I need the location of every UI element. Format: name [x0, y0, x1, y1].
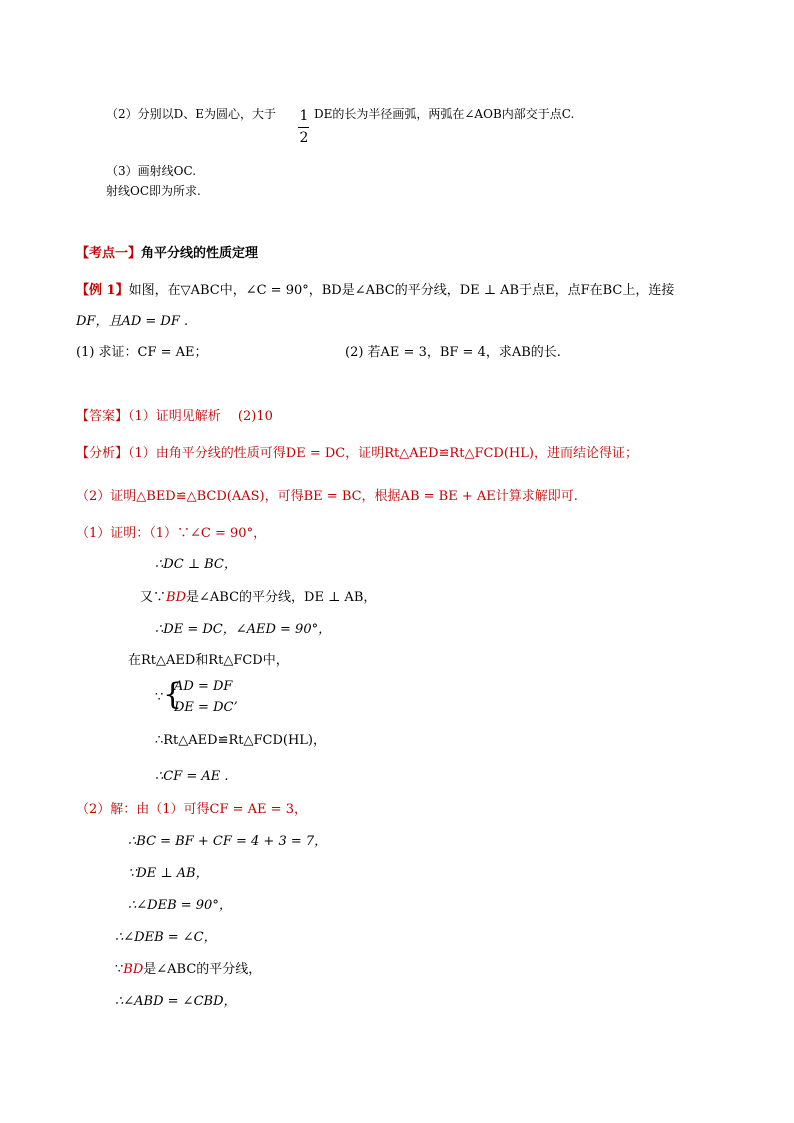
- step-2-text-cont: DE的长为半径画弧，两弧在∠AOB内部交于点C.: [314, 107, 575, 121]
- solution-line-1: （2）解：由（1）可得CF = AE = 3，: [76, 802, 307, 817]
- solution-line-7: ∴∠ABD = ∠CBD，: [115, 994, 237, 1009]
- step-3-text: （3）画射线OC.: [106, 164, 197, 178]
- example-label: 【例 1】: [76, 283, 129, 298]
- example-line-2: DF，且AD = DF .: [76, 314, 189, 329]
- proof-line-8: ∴CF = AE .: [155, 769, 229, 784]
- proof-bisector: 是∠ABC的平分线，DE ⊥ AB，: [186, 590, 377, 605]
- fraction-numerator: 1: [299, 108, 309, 124]
- question-2: (2) 若AE = 3，BF = 4，求AB的长.: [345, 345, 561, 360]
- solution-line-2: ∴BC = BF + CF = 4 + 3 = 7，: [128, 834, 328, 849]
- answer-text: （1）证明见解析 (2)10: [128, 409, 273, 424]
- solution-line-3: ∵DE ⊥ AB，: [128, 866, 209, 881]
- example-text: 如图，在▽ABC中，∠C = 90°，BD是∠ABC的平分线，DE ⊥ AB于点E，点F在BC上，连接: [128, 283, 675, 298]
- keypoint-bracket: 【考点一】: [76, 246, 142, 261]
- fraction-denominator: 2: [299, 130, 309, 146]
- step-conclusion: 射线OC即为所求.: [106, 184, 201, 198]
- system-brace: {: [163, 677, 183, 712]
- proof-line-1: （1）证明：（1）∵∠C = 90°，: [76, 526, 267, 541]
- keypoint-title: 角平分线的性质定理: [141, 246, 259, 261]
- answer-line: [76, 408, 273, 426]
- solution-line-4: ∴∠DEB = 90°，: [128, 898, 232, 913]
- proof-line-2: ∴DC ⊥ BC，: [155, 557, 237, 572]
- proof-line-3: [140, 589, 376, 607]
- system-line-2: DE = DC’: [174, 700, 238, 715]
- example-line-1: [76, 282, 674, 300]
- analysis-label: 【分析】: [76, 446, 129, 461]
- proof-bd: BD: [166, 590, 186, 605]
- system-line-1: AD = DF: [174, 679, 233, 694]
- question-1: (1) 求证：CF = AE；: [76, 345, 208, 360]
- keypoint-heading: [76, 245, 258, 263]
- solution-line-6: [115, 961, 261, 979]
- analysis-line-1: [76, 445, 638, 463]
- solution-bisector: 是∠ABC的平分线，: [143, 962, 262, 977]
- solution-line-5: ∴∠DEB = ∠C，: [115, 930, 217, 945]
- proof-system-therefore: ∵: [155, 690, 164, 705]
- analysis-text-1: （1）由角平分线的性质可得DE = DC，证明Rt△AED≌Rt△FCD(HL)，进而结论得证；: [128, 446, 638, 461]
- solution-bd: BD: [123, 962, 144, 977]
- answer-label: 【答案】: [76, 409, 129, 424]
- fraction-bar: [298, 127, 309, 128]
- proof-line-4: ∴DE = DC，∠AED = 90°，: [155, 622, 332, 637]
- analysis-line-2: （2）证明△BED≌△BCD(AAS)，可得BE = BC，根据AB = BE + AE计算求解即可.: [76, 489, 578, 504]
- proof-because: 又∵: [140, 590, 167, 605]
- solution-because: ∵: [115, 962, 124, 977]
- step-2-text: （2）分别以D、E为圆心，大于: [106, 107, 277, 121]
- proof-line-5: 在Rt△AED和Rt△FCD中，: [128, 653, 289, 668]
- proof-line-7: ∴Rt△AED≌Rt△FCD(HL)，: [155, 733, 326, 748]
